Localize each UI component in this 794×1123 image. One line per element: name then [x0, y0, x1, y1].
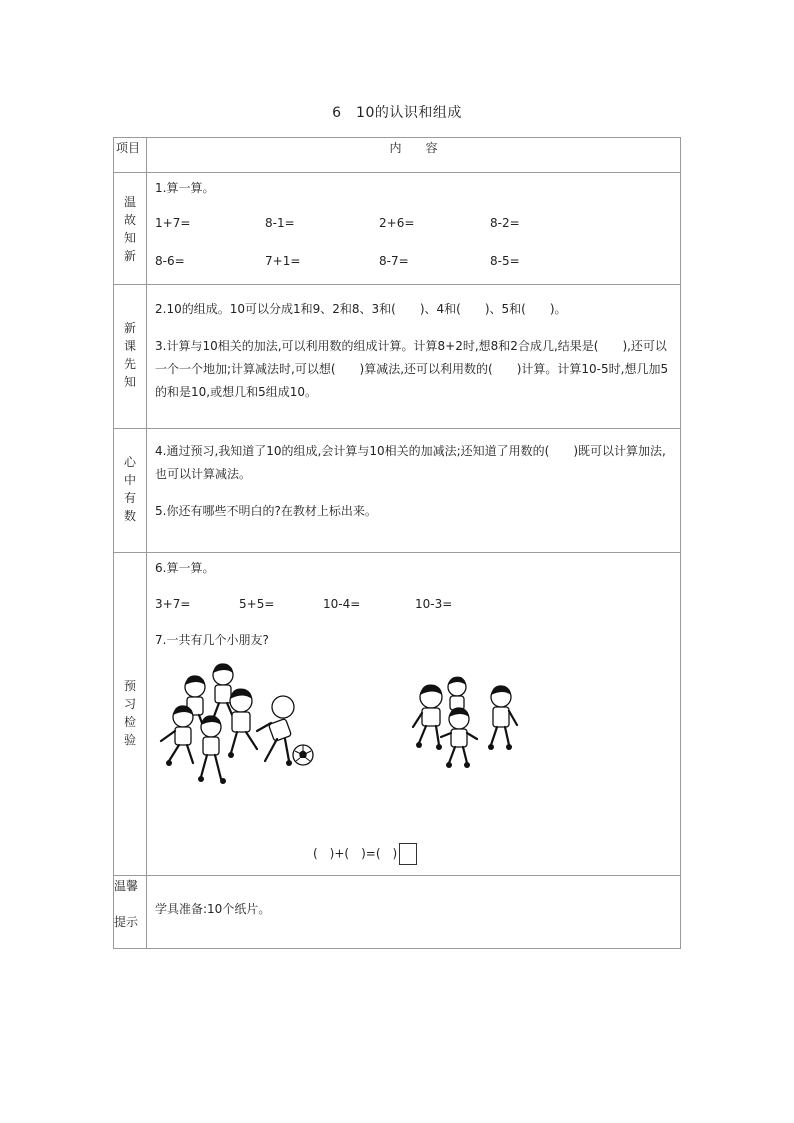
kid-figure: [198, 715, 226, 784]
kid-figure: [213, 663, 233, 719]
kids-playing-soccer-illustration: [153, 661, 323, 801]
reflect-label: 心 中 有 数: [114, 429, 147, 553]
kid-figure: [441, 707, 477, 768]
check-row: [114, 553, 681, 876]
kid-figure: [488, 685, 517, 750]
formula-text: ( )+( )=( ): [313, 846, 398, 861]
equation: 3+7=: [155, 597, 191, 611]
check-label: 预 习 检 验: [114, 553, 147, 876]
equation: 8-2=: [490, 216, 520, 230]
question-1: 1.算一算。: [155, 181, 215, 195]
equation: 8-6=: [155, 254, 185, 268]
question-5: 5.你还有哪些不明白的?在教材上标出来。: [155, 504, 377, 518]
equation: 7+1=: [265, 254, 301, 268]
tips-row: [114, 876, 681, 949]
preview-content: [147, 285, 681, 429]
preview-row: [114, 285, 681, 429]
equation: 8-5=: [490, 254, 520, 268]
header-item-label: 项目: [114, 138, 147, 173]
worksheet-table: [113, 137, 681, 949]
question-7: 7.一共有几个小朋友?: [155, 633, 269, 647]
kid-figure: [257, 696, 294, 766]
tips-content: [147, 876, 681, 949]
header-content-label: 内 容: [147, 138, 681, 173]
reflect-content: [147, 429, 681, 553]
check-content: [147, 553, 681, 876]
equation: 10-4=: [323, 597, 361, 611]
question-6: 6.算一算。: [155, 561, 215, 575]
question-4: 4.通过预习,我知道了10的组成,会计算与10相关的加减法;还知道了用数的( )既可以计算加法,也可以计算减法。: [155, 444, 666, 481]
page-title: 6 10的认识和组成: [332, 105, 462, 121]
review-row: [114, 173, 681, 285]
equation: 10-3=: [415, 597, 453, 611]
kid-figure: [228, 688, 257, 758]
soccer-ball-icon: [293, 745, 313, 765]
kid-figure: [161, 705, 193, 766]
header-row: [114, 138, 681, 173]
kids-standing-illustration: [409, 675, 529, 773]
review-label: 温 故 知 新: [114, 173, 147, 285]
equation: 8-1=: [265, 216, 295, 230]
question-3: 3.计算与10相关的加法,可以利用数的组成计算。计算8+2时,想8和2合成几,结果是( ),还可以一个一个地加;计算减法时,可以想( )算减法,还可以利用数的( )计算。计算10-5时,想几加5的和是10,或想几和5组成10。: [155, 339, 669, 399]
count-formula: [313, 843, 417, 865]
kid-figure: [413, 684, 442, 750]
tips-label: 温馨 提示: [114, 876, 147, 949]
answer-box[interactable]: [399, 843, 417, 865]
equation: 1+7=: [155, 216, 191, 230]
reflect-row: [114, 429, 681, 553]
equation: 8-7=: [379, 254, 409, 268]
question-2: 2.10的组成。10可以分成1和9、2和8、3和( )、4和( )、5和( )。: [155, 302, 567, 316]
tips-text: 学具准备:10个纸片。: [155, 902, 271, 916]
equation: 2+6=: [379, 216, 415, 230]
review-content: [147, 173, 681, 285]
preview-label: 新 课 先 知: [114, 285, 147, 429]
equation: 5+5=: [239, 597, 275, 611]
